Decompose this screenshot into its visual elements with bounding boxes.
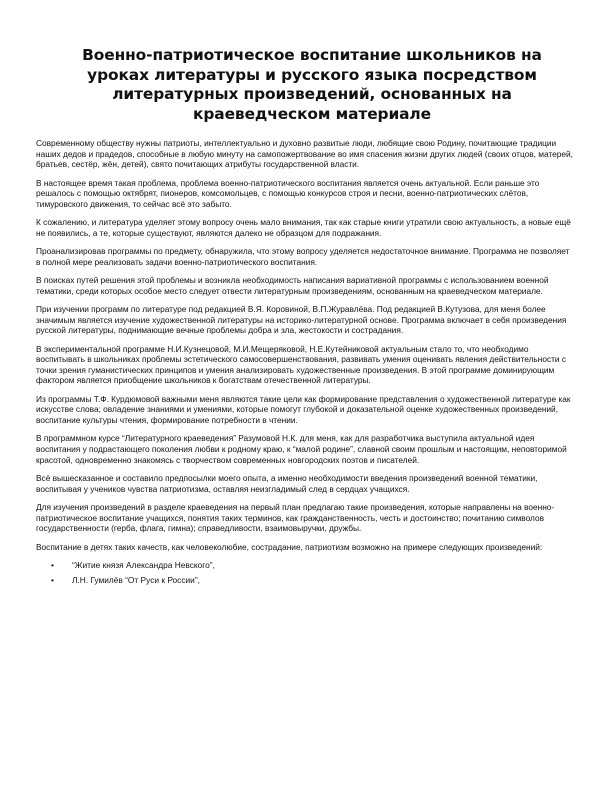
paragraph: В поисках путей решения этой проблемы и возникла необходимость написания вариативной программы с использованием военной тематики, среди которых особое место следует отвести литературным произведениям, основанным на краеведческом материале. [36,275,549,296]
list-item-text: “Житие князя Александра Невского”, [72,559,215,570]
paragraph: Из программы Т.Ф. Курдюмовой важными меня являются такие цели как формирование представления о художественной литературе как искусстве слова; овладение знаниями и умениями, которые помогут глубокой и доказательной оценке художественных произведений, воспитание культуры чтения, формирование потребности в чтении. [36,393,571,426]
paragraph: К сожалению, и литература уделяет этому вопросу очень мало внимания, так как старые книги утратили свою актуальность, а новые ещё не появились, а те, которые существуют, являются далеко не образцом для подражания. [36,217,571,238]
paragraph: В экспериментальной программе Н.И.Кузнецовой, М.И.Мещеряковой, Н.Е.Кутейниковой актуальным стало то, что необходимо воспитывать в школьниках проблемы эстетического самосовершенствования, развивать умения оценивать явления действительности с точки зрения гуманистических принципов и умения анализировать художественные произведения. В этой программе доминирующим фактором является приобщение школьников к богатствам отечественной литературы. [36,343,566,386]
paragraph: Современному обществу нужны патриоты, интеллектуально и духовно развитые люди, любящие свою Родину, почитающие традиции наших дедов и прадедов, способные в любую минуту на самопожертвование во имя спасения жизни других людей (своих отцов, матерей, братьев, сестёр, жён, детей), свято почитающих атрибуты государственной власти. [36,138,573,170]
paragraph: Для изучения произведений в разделе краеведения на первый план предлагаю такие произведения, которые направлены на военно-патриотическое воспитание учащихся, понятия таких терминов, как гражданственность, честь и достоинство; почитанию символов государственности (герба, флага, гимна); справедливости, взаимовыручки, дружбы. [36,502,555,534]
paragraph: Проанализировав программы по предмету, обнаружила, что этому вопросу уделяется недостаточное внимание. Программа не позволяет в полной мере реализовать задачи военно-патриотического воспитания. [36,246,570,267]
list-item [36,575,576,586]
paragraph: Всё вышесказанное и составило предпосылки моего опыта, а именно необходимости введения произведений военной тематики, воспитывая у учеников чувства патриотизма, оставляя неизгладимый след в сердцах учащихся. [36,473,538,494]
bullet-icon: • [51,559,54,570]
document-title: Военно-патриотическое воспитание школьников на уроках литературы и русского языка посредством литературных произведений, основанных на краеведческом материале [82,46,542,123]
list-item-text: Л.Н. Гумилёв “От Руси к России”, [72,575,200,586]
paragraph: Воспитание в детях таких качеств, как человеколюбие, сострадание, патриотизм возможно на примере следующих произведений: [36,541,543,552]
paragraph: В настоящее время такая проблема, проблема военно-патриотического воспитания является очень актуальной. Если раньше это решалось с помощью октябрят, пионеров, комсомольцев, с помощью конкурсов строя и песни, военно-патриотических слётов, тимуровского движения, то сейчас всё это забыто. [36,177,540,209]
paragraph: В программном курсе “Литературного краеведения” Разумовой Н.К. для меня, как для разработчика выступила актуальной идея воспитания у подрастающего поколения любви к родному краю, к “малой родине”, славной своим прошлым и настоящим, неповторимой красотой, одновременно знакомясь с творчеством современных новгородских поэтов и писателей. [36,433,567,465]
bullet-icon: • [51,575,54,586]
paragraph: При изучении программ по литературе под редакцией В.Я. Коровиной, В.П.Журавлёва. Под редакцией В.Кутузова, для меня более значимым является изучение художественной литературы на историко-литературной основе. Программа включает в себя произведения русской литературы, поднимающие вечные проблемы добра и зла, жестокости и сострадания. [36,304,567,336]
works-list [36,560,576,586]
list-item [36,560,576,571]
